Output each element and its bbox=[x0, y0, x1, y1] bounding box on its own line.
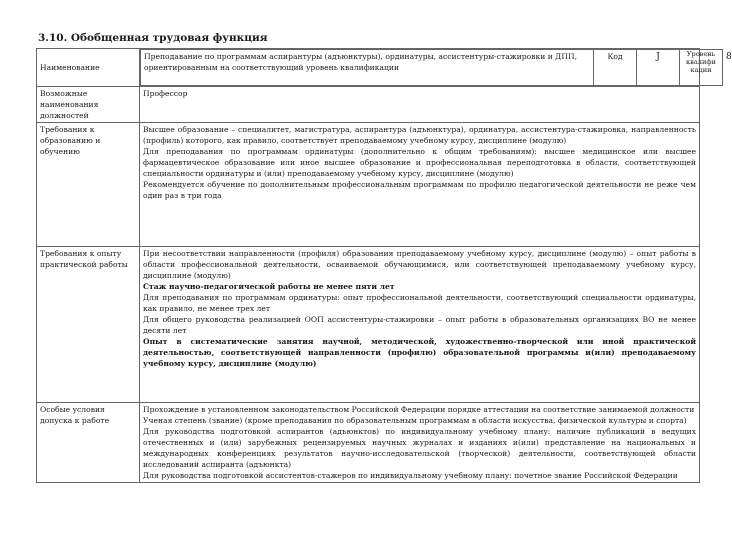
experience-line: Опыт в систематические занятия научной, методической, художественно-творческой или иной практической деятельностью, соответствующей направленности (профилю) образовательной программы и(или) преподаваемому учебному курсу, дисциплине (модулю) bbox=[143, 337, 696, 368]
education-label: Требования к образованию и обучению bbox=[37, 123, 140, 247]
special-line: Ученая степень (звание) (кроме преподавания по образовательным программам в области искусства, физической культуры и спорта) bbox=[143, 416, 687, 425]
special-value bbox=[140, 403, 700, 483]
education-line: Высшее образование – специалитет, магистратура, аспирантура (адъюнктура), ординатура, ассистентура-стажировка, направленность (профиль) которого, как правило, соответствует преподаваемому учебному курсу, дисциплине (модулю) bbox=[143, 125, 696, 145]
level-label: Уровень квалифи кации bbox=[680, 50, 723, 86]
positions-value: Профессор bbox=[140, 87, 700, 123]
special-line: Для руководства подготовкой аспирантов (адъюнктов) по индивидуальному учебному плану: наличие публикаций в ведущих отечественных и (или) зарубежных рецензируемых научных журналах и изданиях и(или) представление на национальных и международных конференциях результатов научно-исследовательской (творческой) деятельности, соответствующей области исследований аспиранта (адъюнкта) bbox=[143, 427, 696, 469]
name-label: Наименование bbox=[37, 49, 140, 87]
code-label: Код bbox=[594, 50, 637, 86]
header-cell: Преподавание по программам аспирантуры (адъюнктуры), ординатуры, ассистентуры-стажировки и ДПП, ориентированным на соответствующий уровень квалификации Код J Уровень квалифи кации 8 bbox=[140, 49, 700, 87]
name-value: Преподавание по программам аспирантуры (адъюнктуры), ординатуры, ассистентуры-стажировки и ДПП, ориентированным на соответствующий уровень квалификации bbox=[141, 50, 594, 86]
experience-line: Для преподавания по программам ординатуры: опыт профессиональной деятельности, соответствующий специальности ординатуры, как правило, не менее трех лет bbox=[143, 293, 696, 313]
education-value bbox=[140, 123, 700, 247]
experience-value bbox=[140, 247, 700, 403]
positions-row bbox=[37, 87, 700, 123]
special-label: Особые условия допуска к работе bbox=[37, 403, 140, 483]
special-row bbox=[37, 403, 700, 483]
experience-row bbox=[37, 247, 700, 403]
section-title: 3.10. Обобщенная трудовая функция bbox=[38, 32, 268, 44]
experience-line: Для общего руководства реализацией ООП ассистентуры-стажировки – опыт работы в образовательных организациях ВО не менее десяти лет bbox=[143, 315, 696, 335]
code-value: J bbox=[637, 50, 680, 86]
education-line: Для преподавания по программам ординатуры (дополнительно к общим требованиям): высшее медицинское или высшее фармацевтическое образование или иное высшее образование и профессиональная переподготовка в области, соответствующей специальности ординатуры и (или) преподаваемому учебному курсу, дисциплине (модулю) bbox=[143, 147, 696, 178]
positions-label: Возможные наименования должностей bbox=[37, 87, 140, 123]
education-row bbox=[37, 123, 700, 247]
experience-line: Стаж научно-педагогической работы не менее пяти лет bbox=[143, 282, 395, 291]
special-line: Для руководства подготовкой ассистентов-стажеров по индивидуальному учебному плану: почетное звание Российской Федерации bbox=[143, 471, 678, 480]
education-line: Рекомендуется обучение по дополнительным профессиональным программам по профилю педагогической деятельности не реже чем один раз в три года bbox=[143, 180, 696, 200]
experience-line: При несоответствии направленности (профиля) образования преподаваемому учебному курсу, дисциплине (модулю) – опыт работы в области профессиональной деятельности, осваиваемой обучающимися, или соответствующей преподаваемому учебному курсу, дисциплине (модулю) bbox=[143, 249, 696, 280]
function-table bbox=[36, 48, 732, 483]
special-line: Прохождение в установленном законодательством Российской Федерации порядке аттестации на соответствие занимаемой должности bbox=[143, 405, 695, 414]
header-row bbox=[37, 49, 700, 87]
experience-label: Требования к опыту практической работы bbox=[37, 247, 140, 403]
